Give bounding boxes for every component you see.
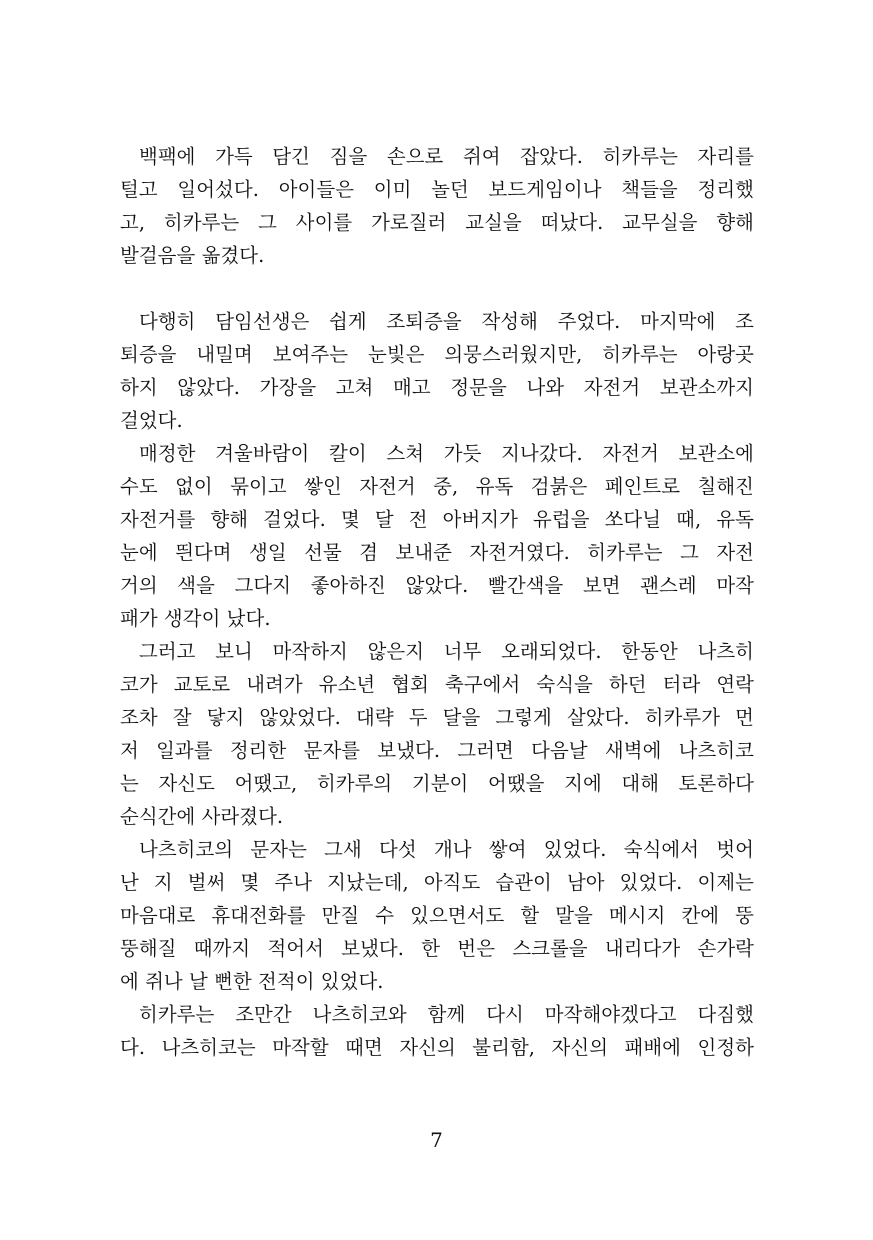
text-line: 매정한 겨울바람이 칼이 스쳐 가듯 지나갔다. 자전거 보관소에	[139, 442, 754, 465]
paragraph-1	[120, 140, 754, 272]
text-line: 는 자신도 어땠고, 히카루의 기분이 어땠을 지에 대해 토론하다	[120, 772, 754, 795]
text-line: 코가 교토로 내려가 유소년 협회 축구에서 숙식을 하던 터라 연락	[120, 673, 754, 696]
paragraph-4	[120, 635, 754, 833]
paragraph-5	[120, 833, 754, 998]
paragraph-spacer	[120, 272, 754, 305]
text-line: 하지 않았다. 가장을 고쳐 매고 정문을 나와 자전거 보관소까지	[120, 376, 754, 399]
paragraph-3	[120, 437, 754, 635]
text-line: 퇴증을 내밀며 보여주는 눈빛은 의뭉스러웠지만, 히카루는 아랑곳	[120, 343, 754, 366]
page-number: 7	[430, 1128, 443, 1152]
text-line: 거의 색을 그다지 좋아하진 않았다. 빨간색을 보면 괜스레 마작	[120, 574, 754, 597]
text-line: 그러고 보니 마작하지 않은지 너무 오래되었다. 한동안 나츠히	[139, 640, 754, 663]
text-line: 조차 잘 닿지 않았었다. 대략 두 달을 그렇게 살았다. 히카루가 먼	[120, 706, 754, 729]
text-line: 발걸음을 옮겼다.	[120, 244, 265, 267]
text-line: 나츠히코의 문자는 그새 다섯 개나 쌓여 있었다. 숙식에서 벗어	[139, 838, 754, 861]
text-line: 눈에 띈다며 생일 선물 겸 보내준 자전거였다. 히카루는 그 자전	[120, 541, 754, 564]
text-line: 수도 없이 묶이고 쌓인 자전거 중, 유독 검붉은 페인트로 칠해진	[120, 475, 754, 498]
body-text	[120, 140, 754, 1064]
text-line: 다행히 담임선생은 쉽게 조퇴증을 작성해 주었다. 마지막에 조	[139, 310, 754, 333]
text-line: 난 지 벌써 몇 주나 지났는데, 아직도 습관이 남아 있었다. 이제는	[120, 871, 754, 894]
text-line: 순식간에 사라졌다.	[120, 805, 284, 828]
text-line: 히카루는 조만간 나츠히코와 함께 다시 마작해야겠다고 다짐했	[139, 1003, 754, 1026]
text-line: 패가 생각이 났다.	[120, 607, 271, 630]
text-line: 뚱해질 때까지 적어서 보냈다. 한 번은 스크롤을 내리다가 손가락	[120, 937, 754, 960]
text-line: 고, 히카루는 그 사이를 가로질러 교실을 떠났다. 교무실을 향해	[120, 211, 754, 234]
text-line: 마음대로 휴대전화를 만질 수 있으면서도 할 말을 메시지 칸에 뚱	[120, 904, 754, 927]
text-line: 저 일과를 정리한 문자를 보냈다. 그러면 다음날 새벽에 나츠히코	[120, 739, 754, 762]
text-line: 걸었다.	[120, 409, 183, 432]
paragraph-6	[120, 998, 754, 1064]
paragraph-2	[120, 305, 754, 437]
text-line: 다. 나츠히코는 마작할 때면 자신의 불리함, 자신의 패배에 인정하	[120, 1036, 754, 1059]
text-line: 에 쥐나 날 뻔한 전적이 있었다.	[120, 970, 384, 993]
text-line: 자전거를 향해 걸었다. 몇 달 전 아버지가 유럽을 쏘다닐 때, 유독	[120, 508, 754, 531]
text-line: 백팩에 가득 담긴 짐을 손으로 쥐여 잡았다. 히카루는 자리를	[139, 145, 754, 168]
text-line: 털고 일어섰다. 아이들은 이미 놀던 보드게임이나 책들을 정리했	[120, 178, 754, 201]
